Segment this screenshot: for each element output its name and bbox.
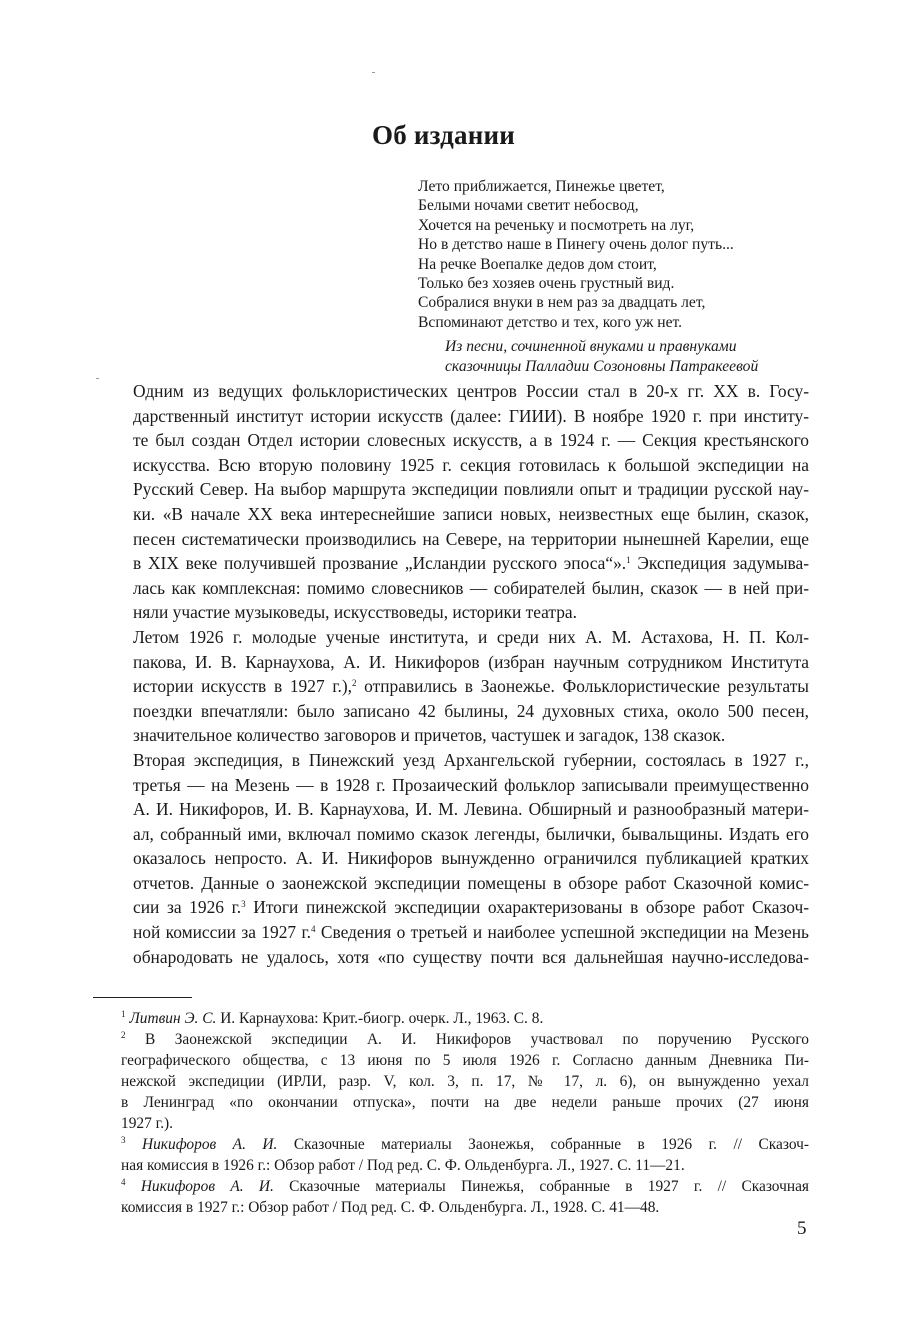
text-segment: Итоги пинежской экспедиции охарактеризованы в обзоре работ Сказоч- [245, 897, 809, 918]
footnotes [93, 1008, 809, 1218]
footnote-number: 3 [121, 1135, 126, 1145]
text-segment: сии за 1926 г. [133, 897, 242, 918]
text-line: А. И. Никифоров, И. В. Карнаухова, И. М. Левина. Обширный и разнообразный матери- [133, 799, 809, 820]
epigraph-verse: Хочется на реченьку и посмотреть на луг, [418, 216, 695, 234]
paragraph [93, 625, 809, 748]
text-line: Русский Север. На выбор маршрута экспедиции повлияли опыт и традиции русской нау- [133, 479, 809, 500]
text-line: ная комиссия в 1926 г.: Обзор работ / Под ред. С. Ф. Ольденбурга. Л., 1927. С. 11—21. [121, 1157, 685, 1174]
text-line: третья — на Мезень — в 1928 г. Прозаический фольклор записывали преимущественно [133, 774, 809, 795]
footnote-ref[interactable]: 4 [310, 924, 316, 935]
text-segment: В Заонежской экспедиции А. И. Никифоров участвовал по поручению Русского [125, 1031, 809, 1048]
text-segment: И. Карнаухова: Крит.-биогр. очерк. Л., 1963. С. 8. [216, 1010, 544, 1027]
text-line [93, 895, 809, 920]
epigraph-source [418, 337, 758, 376]
text-line: Одним из ведущих фольклористических центров России стал в 20-х гг. XX в. Госу- [133, 381, 809, 401]
footnote [93, 1029, 809, 1134]
text-segment: в XIX веке получившей прозвание „Исландии русского эпоса“». [133, 553, 627, 574]
page-number: 5 [797, 1218, 807, 1239]
paragraph [93, 379, 809, 625]
text-line: ки. «В начале XX века интереснейшие записи новых, неизвестных еще былин, сказок, [133, 503, 809, 524]
footnote-ref[interactable]: 3 [241, 899, 246, 910]
text-line: Летом 1926 г. молодые ученые института, и среди них А. М. Астахова, Н. П. Кол- [133, 626, 809, 647]
text-segment: Сказочные материалы Заонежья, собранные в 1926 г. // Сказоч- [277, 1136, 810, 1153]
text-line: Вторая экспедиция, в Пинежский уезд Архангельской губернии, состоялась в 1927 г., [133, 749, 809, 770]
paragraph [93, 748, 809, 969]
footnote-divider [93, 997, 192, 998]
epigraph-verse: Собралися внуки в нем раз за двадцать лет, [418, 294, 706, 312]
text-line: пакова, И. В. Карнаухова, А. И. Никифоров (избран научным сотрудником Института [133, 651, 809, 672]
text-line [93, 551, 809, 576]
footnote-author: Литвин Э. С. [129, 1010, 217, 1027]
text-segment: Экспедиция задумыва- [630, 553, 809, 574]
epigraph-verse: Лето приближается, Пинежье цветет, [418, 178, 665, 195]
text-line: лась как комплексная: помимо словесников — собирателей былин, сказок — в ней при- [133, 577, 809, 598]
text-segment: Сказочные материалы Пинежья, собранные в 1927 г. // Сказочная [273, 1178, 809, 1195]
text-line: 1927 г.). [121, 1115, 174, 1132]
text-line: комиссия в 1927 г.: Обзор работ / Под ред. С. Ф. Ольденбурга. Л., 1928. С. 41—48. [121, 1199, 660, 1216]
epigraph-verse: Белыми ночами светит небосвод, [418, 197, 639, 215]
text-segment: Сведения о третьей и наиболее успешной экспедиции на Мезень [315, 922, 809, 943]
footnote-author: Никифоров А. И. [142, 1136, 278, 1153]
footnote-ref[interactable]: 2 [351, 678, 357, 689]
main-text [93, 379, 809, 969]
text-line: в Ленинград «по окончании отпуска», почти на две недели раньше прочих (27 июня [121, 1094, 809, 1111]
text-line [93, 1008, 809, 1029]
footnote-number: 4 [121, 1177, 126, 1187]
epigraph [418, 177, 758, 376]
epigraph-verse: Но в детство наше в Пинегу очень долог путь... [418, 236, 734, 254]
text-line: те был создан Отдел истории словесных искусств, а в 1924 г. — Секция крестьянского [133, 430, 809, 451]
footnote-author: Никифоров А. И. [140, 1178, 274, 1195]
epigraph-verse: Вспоминают детство и тех, кого уж нет. [418, 313, 683, 331]
footnote [93, 1008, 809, 1029]
footnote-number: 1 [121, 1009, 126, 1019]
text-line [93, 920, 809, 945]
text-line: обнародовать не удалось, хотя «по существу почти вся дальнейшая научно-исследова- [133, 946, 809, 967]
footnote-number: 2 [121, 1030, 126, 1040]
text-line [93, 1029, 809, 1050]
text-line: значительное количество заговоров и причетов, частушек и загадок, 138 сказок. [133, 725, 726, 746]
text-line [93, 674, 809, 699]
text-line: песен систематически производились на Севере, на территории нынешней Карелии, еще [133, 528, 809, 549]
text-line: оказалось непросто. А. И. Никифоров вынужденно ограничился публикацией кратких [133, 848, 809, 869]
epigraph-verse: Только без хозяев очень грустный вид. [418, 275, 675, 293]
text-segment: истории искусств в 1927 г.), [133, 676, 352, 697]
text-line: поездки впечатляли: было записано 42 былины, 24 духовных стиха, около 500 песен, [133, 700, 809, 721]
text-line [93, 1134, 809, 1155]
text-line: искусства. Всю вторую половину 1925 г. секция готовилась к большой экспедиции на [133, 454, 809, 475]
section-heading: Об издании [372, 120, 515, 150]
epigraph-verse: На речке Воепалке дедов дом стоит, [418, 255, 657, 273]
text-line: няли участие музыковеды, искусствоведы, историки театра. [133, 602, 577, 623]
text-line [93, 1176, 809, 1197]
text-line: отчетов. Данные о заонежской экспедиции помещены в обзоре работ Сказочной комис- [133, 872, 809, 893]
text-line: дарственный институт истории искусств (далее: ГИИИ). В ноябре 1920 г. при институ- [133, 405, 809, 426]
scan-speck [372, 72, 375, 73]
footnote [93, 1176, 809, 1218]
epigraph-source-line: сказочницы Палладии Созоновны Патракеевой [445, 357, 759, 375]
text-segment: ной комиссии за 1927 г. [133, 922, 311, 943]
text-line: географического общества, с 13 июня по 5 июля 1926 г. Согласно данным Дневника Пи- [121, 1052, 809, 1069]
footnote [93, 1134, 809, 1176]
footnote-ref[interactable]: 1 [626, 555, 631, 566]
text-line: ал, собранный ими, включал помимо сказок легенды, былички, бывальщины. Издать его [133, 823, 809, 844]
epigraph-source-line: Из песни, сочиненной внуками и правнуками [445, 338, 737, 356]
text-segment: отправились в Заонежье. Фольклористические результаты [356, 676, 809, 697]
text-line: нежской экспедиции (ИРЛИ, разр. V, кол. 3, п. 17, № 17, л. 6), он вынужденно уехал [121, 1073, 809, 1090]
